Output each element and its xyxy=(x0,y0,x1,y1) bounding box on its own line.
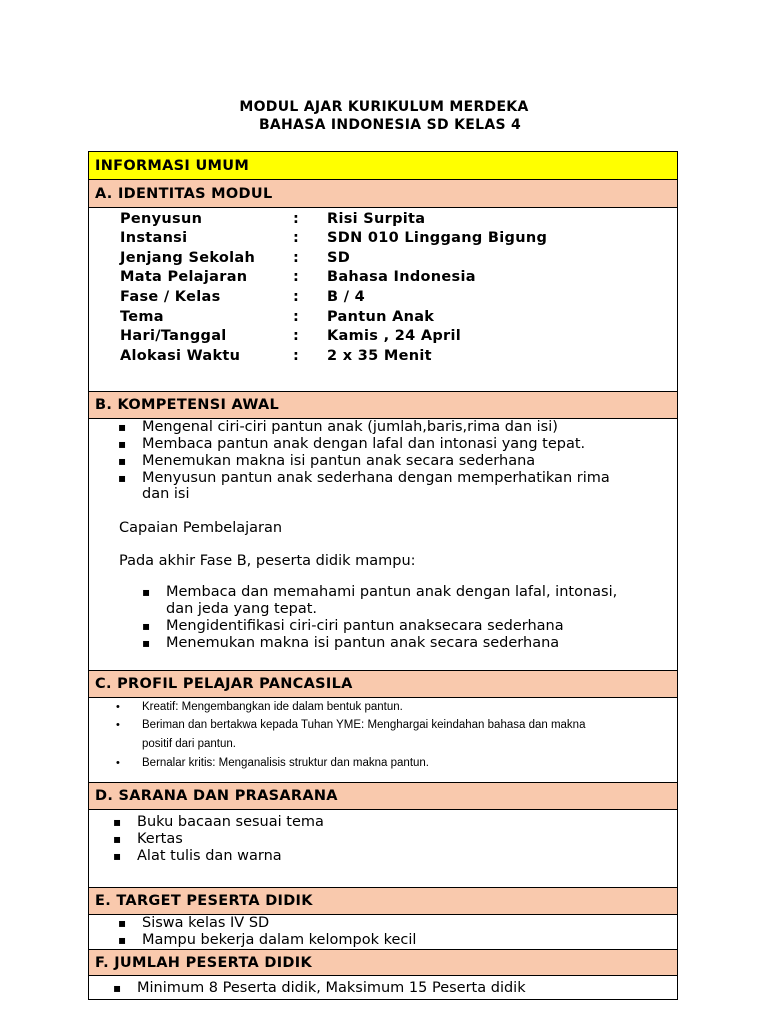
bullet-icon: ▪ xyxy=(113,981,122,995)
list-item-continuation xyxy=(142,486,190,503)
list-item xyxy=(118,453,536,470)
list-item-continuation xyxy=(142,735,236,753)
identitas-value: Kamis , 24 April xyxy=(327,328,462,344)
list-item-text: Menemukan makna isi pantun anak secara sederhana xyxy=(142,453,536,469)
identitas-value: Bahasa Indonesia xyxy=(327,269,476,285)
identitas-key: Instansi xyxy=(120,230,188,246)
identitas-value: Pantun Anak xyxy=(327,309,435,325)
bullet-icon: • xyxy=(116,719,120,731)
identitas-header: A. IDENTITAS MODUL xyxy=(89,179,677,207)
list-item xyxy=(142,635,560,652)
bullet-icon: ▪ xyxy=(142,585,151,599)
capaian-intro: Pada akhir Fase B, peserta didik mampu: xyxy=(119,553,416,569)
list-item xyxy=(116,698,403,716)
bullet-icon: • xyxy=(116,701,120,713)
identitas-colon: : xyxy=(293,328,300,344)
list-item xyxy=(118,419,558,436)
sarana-body xyxy=(89,809,677,887)
list-item-text: Beriman dan bertakwa kepada Tuhan YME: Menghargai keindahan bahasa dan makna xyxy=(142,719,586,731)
list-item-text: Mampu bekerja dalam kelompok kecil xyxy=(142,932,417,948)
identitas-colon: : xyxy=(293,211,300,227)
identitas-key: Penyusun xyxy=(120,211,203,227)
list-item-text: Minimum 8 Peserta didik, Maksimum 15 Peserta didik xyxy=(137,980,526,996)
profil-body xyxy=(89,697,677,782)
identitas-key: Mata Pelajaran xyxy=(120,269,248,285)
identitas-key: Jenjang Sekolah xyxy=(120,250,256,266)
capaian-title: Capaian Pembelajaran xyxy=(119,520,283,536)
list-item-text: positif dari pantun. xyxy=(142,738,236,750)
bullet-icon: ▪ xyxy=(118,454,127,468)
profil-header: C. PROFIL PELAJAR PANCASILA xyxy=(89,670,677,697)
list-item-text: Mengenal ciri-ciri pantun anak (jumlah,baris,rima dan isi) xyxy=(142,419,558,435)
list-item xyxy=(142,584,618,601)
list-item-text: Kertas xyxy=(137,831,183,847)
sarana-header: D. SARANA DAN PRASARANA xyxy=(89,782,677,809)
list-item xyxy=(113,848,282,865)
list-item xyxy=(116,716,586,734)
list-item xyxy=(118,436,586,453)
identitas-colon: : xyxy=(293,348,300,364)
identitas-body xyxy=(89,207,677,391)
identitas-key: Alokasi Waktu xyxy=(120,348,241,364)
list-item-text: Siswa kelas IV SD xyxy=(142,915,270,931)
identitas-value: SDN 010 Linggang Bigung xyxy=(327,230,548,246)
bullet-icon: • xyxy=(116,757,120,769)
bullet-icon: ▪ xyxy=(118,916,127,930)
identitas-colon: : xyxy=(293,289,300,305)
bullet-icon: ▪ xyxy=(113,832,122,846)
bullet-icon: ▪ xyxy=(118,420,127,434)
module-table xyxy=(88,151,678,1000)
list-item-text: dan isi xyxy=(142,486,190,502)
identitas-value: 2 x 35 Menit xyxy=(327,348,432,364)
list-item xyxy=(113,814,324,831)
bullet-icon: ▪ xyxy=(118,437,127,451)
list-item-text: Membaca dan memahami pantun anak dengan lafal, intonasi, xyxy=(166,584,618,600)
list-item xyxy=(113,980,526,997)
identitas-value: Risi Surpita xyxy=(327,211,426,227)
document-title-line2: BAHASA INDONESIA SD KELAS 4 xyxy=(258,117,522,133)
identitas-colon: : xyxy=(293,309,300,325)
list-item xyxy=(118,932,417,949)
identitas-colon: : xyxy=(293,230,300,246)
list-item-continuation xyxy=(166,601,317,618)
list-item-text: Alat tulis dan warna xyxy=(137,848,282,864)
identitas-colon: : xyxy=(293,250,300,266)
bullet-icon: ▪ xyxy=(113,849,122,863)
kompetensi-header: B. KOMPETENSI AWAL xyxy=(89,391,677,418)
document-title-line1: MODUL AJAR KURIKULUM MERDEKA xyxy=(239,99,529,115)
target-header: E. TARGET PESERTA DIDIK xyxy=(89,887,677,914)
list-item-text: Menemukan makna isi pantun anak secara sederhana xyxy=(166,635,560,651)
identitas-value: SD xyxy=(327,250,351,266)
jumlah-body xyxy=(89,975,677,999)
list-item xyxy=(118,915,270,932)
identitas-key: Hari/Tanggal xyxy=(120,328,227,344)
jumlah-header: F. JUMLAH PESERTA DIDIK xyxy=(89,949,677,975)
list-item-text: dan jeda yang tepat. xyxy=(166,601,317,617)
kompetensi-body xyxy=(89,418,677,670)
bullet-icon: ▪ xyxy=(142,636,151,650)
list-item xyxy=(113,831,183,848)
list-item-text: Buku bacaan sesuai tema xyxy=(137,814,324,830)
identitas-key: Fase / Kelas xyxy=(120,289,221,305)
list-item-text: Membaca pantun anak dengan lafal dan intonasi yang tepat. xyxy=(142,436,586,452)
bullet-icon: ▪ xyxy=(118,471,127,485)
target-body xyxy=(89,914,677,949)
identitas-key: Tema xyxy=(120,309,164,325)
list-item xyxy=(116,754,430,772)
list-item-text: Mengidentifikasi ciri-ciri pantun anaksecara sederhana xyxy=(166,618,564,634)
list-item-text: Menyusun pantun anak sederhana dengan memperhatikan rima xyxy=(142,470,610,486)
list-item xyxy=(118,470,610,487)
bullet-icon: ▪ xyxy=(113,815,122,829)
bullet-icon: ▪ xyxy=(142,619,151,633)
list-item xyxy=(142,618,564,635)
list-item-text: Bernalar kritis: Menganalisis struktur dan makna pantun. xyxy=(142,757,430,769)
identitas-value: B / 4 xyxy=(327,289,366,305)
info-header: INFORMASI UMUM xyxy=(89,152,677,179)
bullet-icon: ▪ xyxy=(118,933,127,947)
list-item-text: Kreatif: Mengembangkan ide dalam bentuk pantun. xyxy=(142,701,403,713)
identitas-colon: : xyxy=(293,269,300,285)
